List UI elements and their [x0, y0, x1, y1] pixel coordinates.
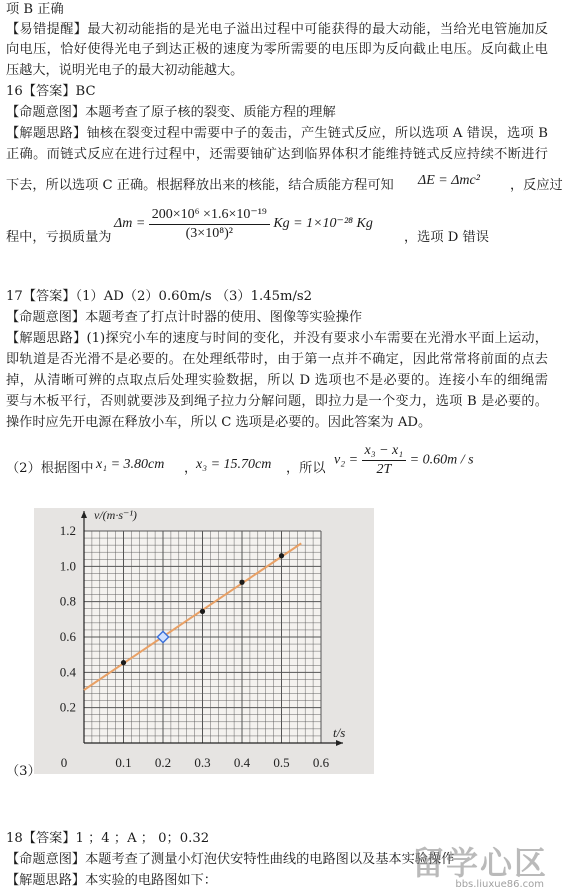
- x3-value: x₃ = 15.70cm: [196, 457, 272, 472]
- text-line: 压越大，说明光电子的最大初动能越大。: [6, 63, 244, 78]
- data-point: [200, 609, 205, 614]
- x-axis-arrow: [336, 740, 343, 746]
- text-line: 即轨道是否光滑不是必要的。在处理纸带时，由于第一点并不确定，因此常常将前面的点去: [6, 352, 548, 367]
- dm-rhs: Kg = 1×10⁻²⁸ Kg: [273, 216, 373, 232]
- text-line: ，选项 D 错误: [404, 230, 489, 245]
- text-line: ，: [184, 461, 198, 476]
- dm-numerator: 200×10⁶ ×1.6×10⁻¹⁹: [149, 206, 270, 225]
- watermark-text: 留学心区: [411, 844, 548, 882]
- text-line: （2）根据图中: [6, 461, 94, 476]
- text-line: 要与木板平行，否则就要涉及到绳子拉力分解问题，即拉力是一个变力，选项 B 是必要的。: [6, 394, 548, 409]
- text-line: 【解题思路】(1)探究小车的速度与时间的变化，并没有要求小车需要在光滑水平面上运动，: [6, 331, 548, 346]
- y-tick-label: 0.2: [59, 699, 76, 715]
- origin-label: 0: [60, 755, 68, 770]
- text-line: ，反应过: [510, 178, 563, 193]
- v2-fraction: [362, 443, 407, 478]
- data-point: [239, 580, 244, 585]
- x-tick-label: 0.4: [233, 755, 251, 770]
- text-line: ，所以: [286, 461, 326, 476]
- x-axis-label: t/s: [333, 725, 346, 740]
- y-tick-label: 1.2: [59, 523, 76, 538]
- y-tick-label: 0.4: [59, 664, 76, 680]
- answer-heading: 16【答案】BC: [6, 84, 96, 99]
- x-tick-label: 0.6: [312, 755, 330, 770]
- y-axis-label: v/(m·s⁻¹): [94, 508, 137, 522]
- text-line: 【命题意图】本题考查了打点计时器的使用、图像等实验操作: [6, 310, 363, 325]
- text-line: 【命题意图】本题考查了原子核的裂变、质能方程的理解: [6, 105, 336, 120]
- text-line: 掉，从清晰可辨的点取点后处理实验数据，所以 D 选项也不是必要的。连接小车的细绳需: [6, 373, 548, 388]
- dm-lhs: Δm =: [114, 216, 146, 232]
- velocity-equation: [334, 443, 474, 478]
- x-tick-label: 0.3: [194, 755, 211, 770]
- y-tick-label: 1.0: [59, 558, 76, 574]
- x-tick-label: 0.5: [273, 755, 290, 770]
- v2-rhs: = 0.60m / s: [409, 452, 474, 468]
- text-line: 正确。而链式反应在进行过程中，还需要铀矿达到临界体积才能维持链式反应持续不断进行: [6, 147, 548, 162]
- velocity-time-chart: [34, 508, 374, 774]
- watermark-url: bbs.liuxue86.com: [455, 879, 544, 890]
- answer-heading: 18【答案】1 ；4 ；A ； 0；0.32: [6, 831, 210, 846]
- y-tick-label: 0.8: [59, 593, 76, 609]
- chart-svg: [34, 508, 374, 774]
- dm-fraction: [149, 206, 270, 242]
- x-tick-label: 0.1: [115, 755, 132, 770]
- text-line: 【易错提醒】最大初动能指的是光电子溢出过程中可能获得的最大动能，当给光电管施加反: [6, 22, 548, 37]
- answer-heading: 17【答案】（1）AD（2）0.60m/s （3）1.45m/s2: [6, 289, 313, 304]
- text-line: 程中，亏损质量为: [6, 230, 112, 245]
- y-axis-arrow: [81, 511, 87, 518]
- dm-denominator: (3×10⁸)²: [185, 226, 233, 241]
- data-point: [279, 553, 284, 558]
- part-label: （3）: [6, 764, 41, 779]
- text-line: 【解题思路】本实验的电路图如下：: [6, 873, 217, 888]
- text-line: 【解题思路】铀核在裂变过程中需要中子的轰击，产生链式反应，所以选项 A 错误，选项 B: [6, 126, 548, 141]
- text-line: 操作时应先开电源在释放小车，所以 C 选项是必要的。因此答案为 AD。: [6, 415, 432, 430]
- text-line: 向电压，恰好使得光电子到达正极的速度为零所需要的电压即为反向截止电压。反向截止电: [6, 42, 548, 57]
- text-line: 项 B 正确: [6, 2, 64, 17]
- text-line: 【命题意图】本题考查了测量小灯泡伏安特性曲线的电路图以及基本实验操作: [6, 852, 455, 867]
- energy-equation: ΔE = Δmc²: [418, 173, 480, 188]
- x1-value: x₁ = 3.80cm: [96, 457, 165, 472]
- v2-numerator: x₃ − x₁: [362, 443, 407, 461]
- mass-defect-equation: [114, 206, 373, 242]
- x-tick-label: 0.2: [154, 755, 172, 770]
- data-point: [121, 660, 126, 665]
- v2-denominator: 2T: [376, 462, 392, 477]
- text-line: 下去，所以选项 C 正确。根据释放出来的核能，结合质能方程可知: [6, 178, 394, 193]
- watermark-logo: [388, 838, 548, 890]
- v2-lhs: v₂ =: [334, 452, 359, 468]
- y-tick-label: 0.6: [59, 629, 76, 644]
